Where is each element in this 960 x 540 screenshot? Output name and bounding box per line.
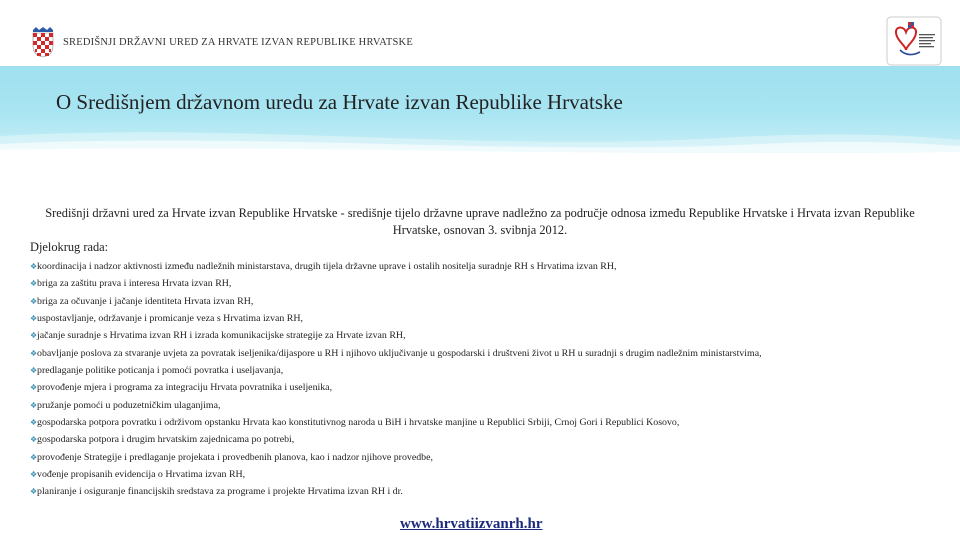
bullet-icon: ❖ — [30, 487, 38, 497]
duty-text: provođenje mjera i programa za integraciju Hrvata povratnika i useljenika, — [37, 382, 333, 394]
duty-text: obavljanje poslova za stvaranje uvjeta za povratak iseljenika/dijaspore u RH i njihovo uključivanje u gospodarski i društveni život u RH u suradnji s drugim nadležnim ministarstvima, — [37, 347, 762, 359]
bullet-icon: ❖ — [30, 435, 38, 445]
duty-text: provođenje Strategije i predlaganje projekata i provedbenih planova, kao i nadzor njihove provedbe, — [37, 451, 433, 463]
bullet-icon: ❖ — [30, 400, 38, 410]
list-item — [30, 449, 950, 466]
list-item — [30, 258, 950, 275]
decorative-wave — [0, 126, 960, 156]
duty-text: gospodarska potpora povratku i održivom opstanku Hrvata kao konstitutivnog naroda u BiH i hrvatske manjine u Republici Srbiji, Crnoj Gori i Republici Kosovo, — [37, 417, 680, 429]
office-logo-icon — [886, 16, 942, 66]
bullet-icon: ❖ — [30, 418, 38, 428]
page-title: O Središnjem državnom uredu za Hrvate izvan Republike Hrvatske — [56, 90, 623, 114]
duty-text: pružanje pomoći u poduzetničkim ulaganjima, — [37, 399, 221, 411]
list-item — [30, 275, 950, 292]
org-name: SREDIŠNJI DRŽAVNI URED ZA HRVATE IZVAN REPUBLIKE HRVATSKE — [63, 37, 413, 48]
bullet-icon: ❖ — [30, 296, 38, 306]
duty-text: vođenje propisanih evidencija o Hrvatima izvan RH, — [37, 469, 246, 481]
list-item — [30, 327, 950, 344]
website-link[interactable]: www.hrvatiizvanrh.hr — [400, 516, 543, 532]
duty-text: jačanje suradnje s Hrvatima izvan RH i izrada komunikacijske strategije za Hrvate izvan RH, — [37, 330, 406, 342]
croatian-coat-of-arms-icon — [30, 26, 56, 58]
bullet-icon: ❖ — [30, 452, 38, 462]
bullet-icon: ❖ — [30, 366, 38, 376]
list-item — [30, 431, 950, 448]
bullet-icon: ❖ — [30, 331, 38, 341]
list-item — [30, 362, 950, 379]
duty-text: koordinacija i nadzor aktivnosti između nadležnih ministarstava, drugih tijela državne uprave i ostalih nositelja suradnje RH s Hrvatima izvan RH, — [37, 261, 617, 272]
duty-text: gospodarska potpora i drugim hrvatskim zajednicama po potrebi, — [37, 434, 295, 446]
scope-label: Djelokrug rada: — [30, 240, 109, 254]
bullet-icon: ❖ — [30, 383, 38, 393]
list-item — [30, 397, 950, 414]
intro-paragraph: Središnji državni ured za Hrvate izvan Republike Hrvatske - središnje tijelo državne uprave nadležno za područje odnosa između Republike Hrvatske i Hrvata izvan Republike Hrvatske, osnovan 3. svibnja 2012. — [45, 206, 915, 237]
duties-list — [30, 258, 950, 501]
bullet-icon: ❖ — [30, 470, 38, 480]
bullet-icon: ❖ — [30, 348, 38, 358]
duty-text: uspostavljanje, održavanje i promicanje veza s Hrvatima izvan RH, — [37, 313, 303, 325]
duty-text: briga za očuvanje i jačanje identiteta Hrvata izvan RH, — [37, 295, 254, 307]
list-item — [30, 483, 950, 500]
bullet-icon: ❖ — [30, 279, 38, 289]
duty-text: briga za zaštitu prava i interesa Hrvata izvan RH, — [37, 278, 232, 290]
list-item — [30, 414, 950, 431]
bullet-icon: ❖ — [30, 314, 38, 324]
duty-text: predlaganje politike poticanja i pomoći povratka i useljavanja, — [37, 365, 284, 377]
list-item — [30, 466, 950, 483]
header-bar — [0, 0, 960, 70]
list-item — [30, 379, 950, 396]
bullet-icon: ❖ — [30, 262, 38, 271]
list-item — [30, 310, 950, 327]
list-item — [30, 345, 950, 362]
duty-text: planiranje i osiguranje financijskih sredstava za programe i projekte Hrvatima izvan RH i dr. — [37, 486, 403, 498]
list-item — [30, 293, 950, 310]
